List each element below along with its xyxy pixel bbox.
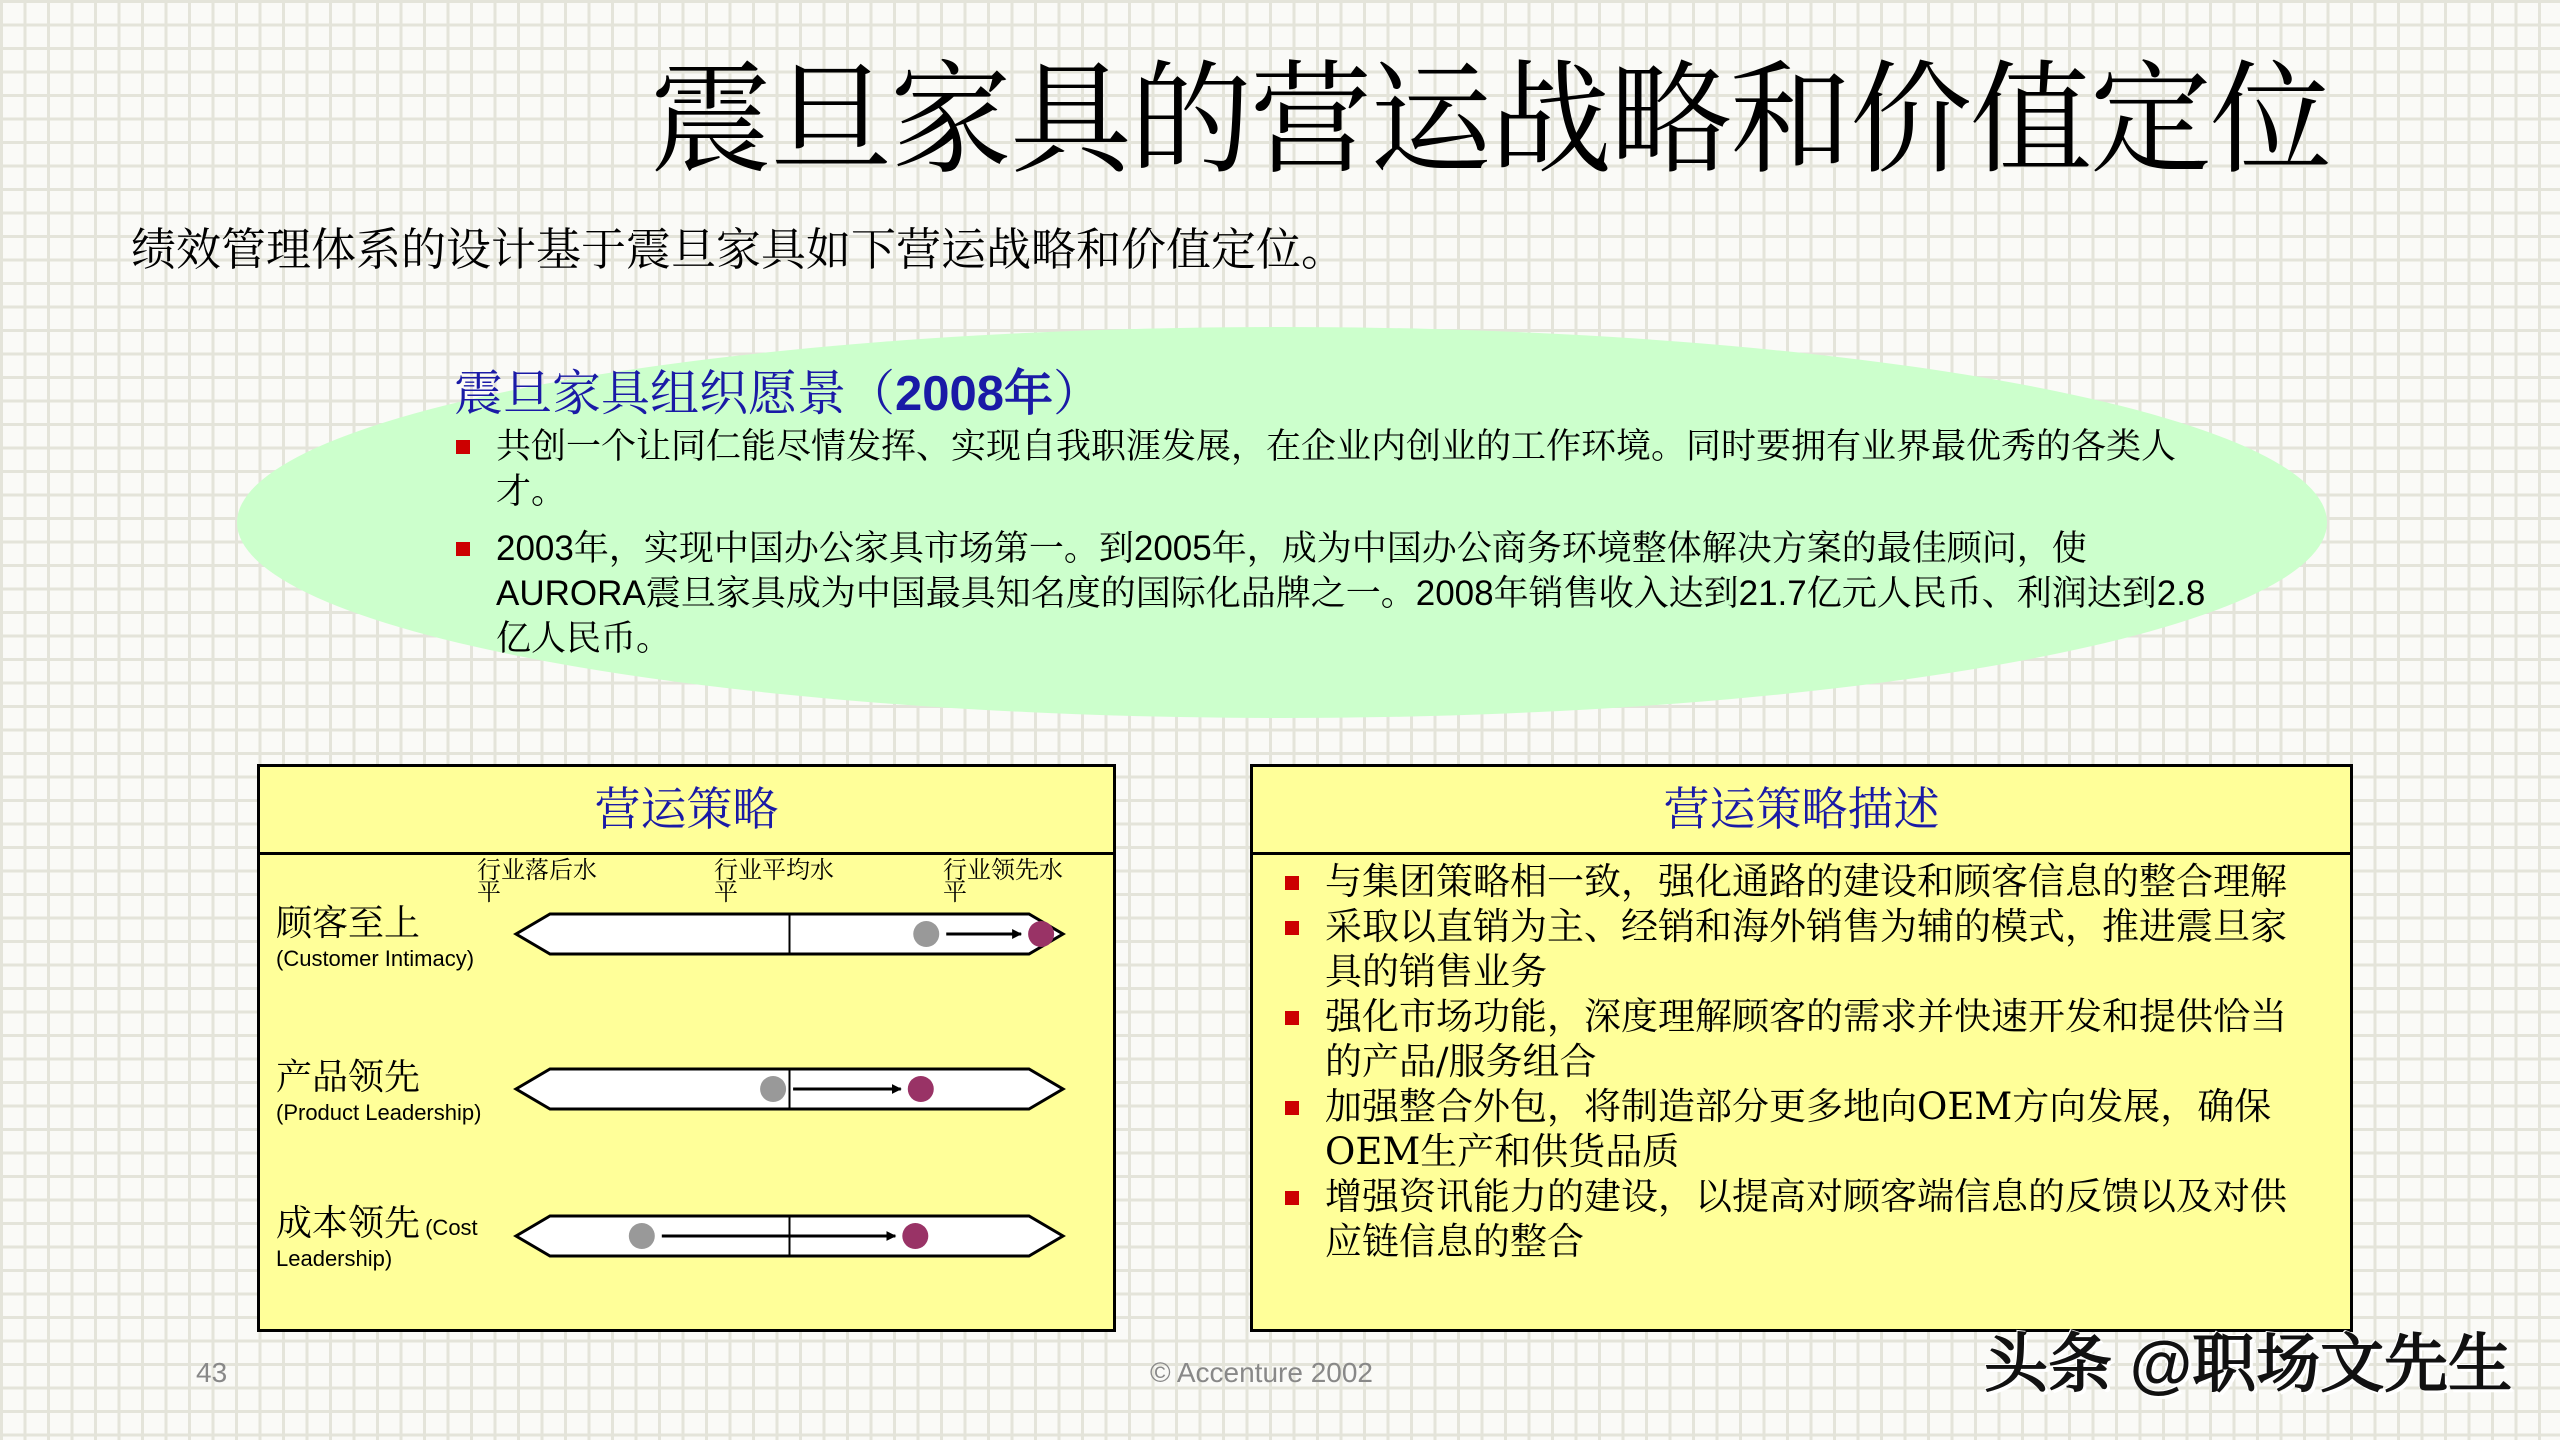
vision-list — [454, 424, 2214, 661]
level-label-average: 行业平均水平 — [714, 856, 834, 906]
bullet-icon — [1285, 1191, 1299, 1205]
row-label-cn: 成本领先 — [276, 1203, 421, 1244]
vision-item — [454, 526, 2214, 661]
strategy-header: 营运策略 — [260, 767, 1113, 855]
vision-title — [454, 364, 1102, 424]
description-item-text: 强化市场功能，深度理解顾客的需求并快速开发和提供恰当的产品/服务组合 — [1325, 995, 2287, 1083]
positioning-scales — [257, 764, 1116, 1332]
bullet-icon — [456, 440, 470, 454]
description-panel — [1250, 764, 2353, 1332]
description-item-text: 加强整合外包，将制造部分更多地向OEM方向发展，确保OEM生产和供货品质 — [1325, 1085, 2272, 1173]
current-position-dot — [760, 1076, 786, 1102]
row-label-cn: 顾客至上 — [276, 903, 421, 944]
vision-item-text: 2003年，实现中国办公家具市场第一。到2005年，成为中国办公商务环境整体解决方案的最佳顾问，使AURORA震旦家具成为中国最具知名度的国际化品牌之一。2008年销售收入达到21.7亿元人民币、利润达到2.8亿人民币。 — [496, 529, 2206, 658]
description-item-text: 与集团策略相一致，强化通路的建设和顾客信息的整合理解 — [1325, 860, 2287, 903]
target-position-dot — [908, 1076, 934, 1102]
description-item — [1283, 1084, 2303, 1174]
watermark: 头条 @职场文先生 — [1984, 1328, 2513, 1400]
row-label-en: (Product Leadership) — [276, 1100, 482, 1125]
description-item-text: 增强资讯能力的建设，以提高对顾客端信息的反馈以及对供应链信息的整合 — [1325, 1175, 2287, 1263]
current-position-dot — [913, 921, 939, 947]
bullet-icon — [1285, 1011, 1299, 1025]
bullet-icon — [456, 542, 470, 556]
subtitle: 绩效管理体系的设计基于震旦家具如下营运战略和价值定位。 — [131, 223, 1347, 276]
copyright: © Accenture 2002 — [1150, 1357, 1374, 1388]
description-item-text: 采取以直销为主、经销和海外销售为辅的模式，推进震旦家具的销售业务 — [1325, 905, 2287, 993]
description-header: 营运策略描述 — [1253, 767, 2350, 855]
strategy-panel — [257, 764, 1116, 1332]
bullet-icon — [1285, 876, 1299, 890]
row-label-cn: 产品领先 — [276, 1057, 421, 1098]
level-label-leading: 行业领先水平 — [943, 856, 1063, 906]
description-item — [1283, 1174, 2303, 1264]
current-position-dot — [629, 1223, 655, 1249]
description-item — [1283, 859, 2303, 904]
level-label-lagging: 行业落后水平 — [477, 856, 597, 906]
row-label-en: (Customer Intimacy) — [276, 946, 475, 971]
description-list — [1283, 859, 2303, 1264]
target-position-dot — [1028, 921, 1054, 947]
page-number: 43 — [196, 1357, 228, 1388]
row-label-en: (Cost Leadership) — [276, 1215, 478, 1271]
vision-title-year: 2008年 — [895, 367, 1054, 421]
vision-title-text: 震旦家具组织愿景（ — [454, 367, 896, 421]
bullet-icon — [1285, 921, 1299, 935]
target-position-dot — [902, 1223, 928, 1249]
bullet-icon — [1285, 1101, 1299, 1115]
description-item — [1283, 904, 2303, 994]
vision-title-end: ） — [1053, 367, 1103, 421]
vision-item-text: 共创一个让同仁能尽情发挥、实现自我职涯发展，在企业内创业的工作环境。同时要拥有业界最优秀的各类人才。 — [496, 427, 2177, 511]
page-title: 震旦家具的营运战略和价值定位 — [650, 52, 2330, 188]
description-item — [1283, 994, 2303, 1084]
vision-item — [454, 424, 2214, 514]
